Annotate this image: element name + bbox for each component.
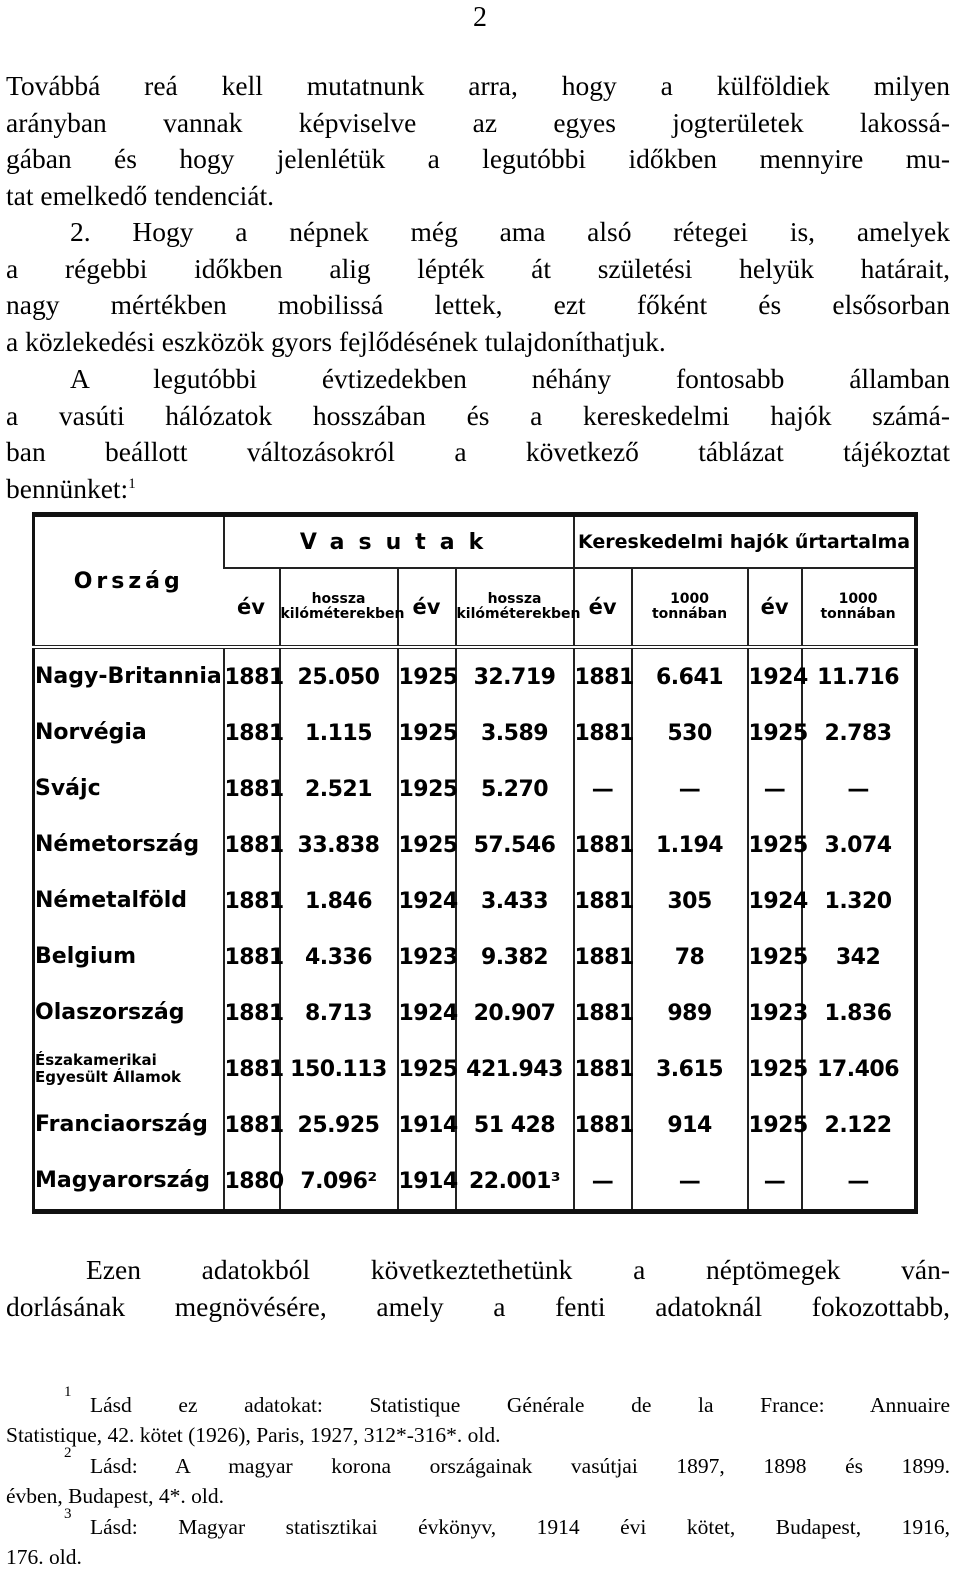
table-row bbox=[34, 647, 916, 705]
header-country: Ország bbox=[34, 515, 224, 648]
country-cell: Nagy-Britannia bbox=[35, 664, 222, 689]
length-cell: 3.433 bbox=[456, 873, 574, 929]
length-cell: 20.907 bbox=[456, 985, 574, 1041]
header-year: év bbox=[398, 568, 456, 647]
tonnage-cell: 3.615 bbox=[632, 1041, 748, 1097]
year-cell: 1914 bbox=[398, 1097, 456, 1153]
year-cell: 1881 bbox=[224, 647, 280, 705]
year-cell: 1881 bbox=[224, 873, 280, 929]
length-cell: 25.050 bbox=[280, 647, 398, 705]
intro-paragraph bbox=[6, 68, 950, 214]
length-cell: 9.382 bbox=[456, 929, 574, 985]
length-cell: 421.943 bbox=[456, 1041, 574, 1097]
country-cell: Belgium bbox=[35, 944, 137, 969]
year-cell: 1924 bbox=[748, 873, 802, 929]
year-cell: 1925 bbox=[398, 761, 456, 817]
footnote bbox=[6, 1445, 950, 1511]
length-cell: 1.115 bbox=[280, 705, 398, 761]
text-line: ban beállott változásokról a következő táblázat tájékoztat bbox=[6, 436, 950, 468]
length-cell: 4.336 bbox=[280, 929, 398, 985]
year-cell: 1881 bbox=[224, 1041, 280, 1097]
year-cell: 1925 bbox=[398, 647, 456, 705]
year-cell: 1924 bbox=[398, 873, 456, 929]
header-year: év bbox=[574, 568, 632, 647]
header-year: év bbox=[748, 568, 802, 647]
header-ships: Kereskedelmi hajók űrtartalma bbox=[574, 515, 916, 569]
length-cell: 3.589 bbox=[456, 705, 574, 761]
table-row bbox=[34, 1041, 916, 1097]
text-line: arányban vannak képviselve az egyes jogterületek lakossá- bbox=[6, 106, 950, 138]
year-cell: 1881 bbox=[224, 985, 280, 1041]
year-cell: — bbox=[574, 761, 632, 817]
year-cell: 1881 bbox=[224, 929, 280, 985]
footnote-line: 2 Lásd: A magyar korona országainak vasútjai 1897, 1898 és 1899. bbox=[64, 1445, 950, 1478]
tonnage-cell: 78 bbox=[632, 929, 748, 985]
statistics-table bbox=[32, 512, 918, 1214]
year-cell: — bbox=[748, 1153, 802, 1212]
year-cell: 1923 bbox=[748, 985, 802, 1041]
table-row bbox=[34, 873, 916, 929]
text-line: gában és hogy jelenlétük a legutóbbi időkben mennyire mu- bbox=[6, 143, 950, 175]
year-cell: — bbox=[748, 761, 802, 817]
length-cell: 25.925 bbox=[280, 1097, 398, 1153]
tonnage-cell: — bbox=[632, 761, 748, 817]
paragraph-3 bbox=[6, 361, 950, 507]
header-railways: Vasutak bbox=[224, 515, 574, 569]
header-length: hossza kilóméterekben bbox=[280, 568, 398, 647]
year-cell: 1925 bbox=[748, 817, 802, 873]
table-row bbox=[34, 929, 916, 985]
text-line: dorlásának megnövésére, amely a fenti adatoknál fokozottabb, bbox=[6, 1290, 950, 1322]
tonnage-cell: 17.406 bbox=[802, 1041, 916, 1097]
length-cell: 5.270 bbox=[456, 761, 574, 817]
country-cell: Svájc bbox=[35, 776, 101, 801]
tonnage-cell: — bbox=[802, 761, 916, 817]
year-cell: 1925 bbox=[748, 1041, 802, 1097]
year-cell: 1924 bbox=[398, 985, 456, 1041]
length-cell: 22.001³ bbox=[456, 1153, 574, 1212]
year-cell: 1925 bbox=[398, 1041, 456, 1097]
statistics-table-image bbox=[32, 512, 914, 1206]
year-cell: 1881 bbox=[574, 705, 632, 761]
table-row bbox=[34, 705, 916, 761]
country-cell: Magyarország bbox=[35, 1168, 210, 1193]
length-cell: 8.713 bbox=[280, 985, 398, 1041]
year-cell: 1881 bbox=[574, 817, 632, 873]
header-tonnage: 1000 tonnában bbox=[802, 568, 916, 647]
year-cell: 1925 bbox=[748, 705, 802, 761]
text-line: Továbbá reá kell mutatnunk arra, hogy a külföldiek milyen bbox=[6, 70, 950, 101]
year-cell: 1881 bbox=[224, 761, 280, 817]
tonnage-cell: 1.836 bbox=[802, 985, 916, 1041]
tonnage-cell: 11.716 bbox=[802, 647, 916, 705]
tonnage-cell: 6.641 bbox=[632, 647, 748, 705]
year-cell: 1925 bbox=[748, 1097, 802, 1153]
country-cell: Németország bbox=[35, 832, 200, 857]
table-row bbox=[34, 817, 916, 873]
footnote-text: Lásd ez adatokat: Statistique Générale de la France: Annuaire bbox=[90, 1393, 950, 1417]
year-cell: 1881 bbox=[574, 985, 632, 1041]
tonnage-cell: 3.074 bbox=[802, 817, 916, 873]
year-cell: 1880 bbox=[224, 1153, 280, 1212]
tonnage-cell: 530 bbox=[632, 705, 748, 761]
footnote bbox=[6, 1384, 950, 1450]
tonnage-cell: — bbox=[802, 1153, 916, 1212]
year-cell: — bbox=[574, 1153, 632, 1212]
length-cell: 51 428 bbox=[456, 1097, 574, 1153]
text-line: tat emelkedő tendenciát. bbox=[6, 179, 275, 211]
length-cell: 7.096² bbox=[280, 1153, 398, 1212]
tonnage-cell: 989 bbox=[632, 985, 748, 1041]
year-cell: 1881 bbox=[224, 817, 280, 873]
length-cell: 57.546 bbox=[456, 817, 574, 873]
table-row bbox=[34, 1097, 916, 1153]
tonnage-cell: 2.783 bbox=[802, 705, 916, 761]
tonnage-cell: — bbox=[632, 1153, 748, 1212]
text-line: a közlekedési eszközök gyors fejlődésének tulajdoníthatjuk. bbox=[6, 325, 666, 357]
country-cell: Norvégia bbox=[35, 720, 147, 745]
tonnage-cell: 305 bbox=[632, 873, 748, 929]
year-cell: 1914 bbox=[398, 1153, 456, 1212]
length-cell: 32.719 bbox=[456, 647, 574, 705]
length-cell: 1.846 bbox=[280, 873, 398, 929]
footnote-line: Statistique, 42. kötet (1926), Paris, 1927, 312*-316*. old. bbox=[6, 1423, 501, 1447]
page-number: 2 bbox=[473, 2, 487, 33]
country-cell: Franciaország bbox=[35, 1112, 208, 1137]
tonnage-cell: 1.320 bbox=[802, 873, 916, 929]
year-cell: 1881 bbox=[574, 647, 632, 705]
length-cell: 33.838 bbox=[280, 817, 398, 873]
paragraph-2 bbox=[6, 214, 950, 360]
country-cell: Németalföld bbox=[35, 888, 188, 913]
footnote-line: 3 Lásd: Magyar statisztikai évkönyv, 1914 évi kötet, Budapest, 1916, bbox=[64, 1506, 950, 1539]
year-cell: 1881 bbox=[574, 1041, 632, 1097]
table-row bbox=[34, 1153, 916, 1212]
after-table-paragraph bbox=[6, 1252, 950, 1325]
year-cell: 1925 bbox=[748, 929, 802, 985]
year-cell: 1881 bbox=[224, 1097, 280, 1153]
year-cell: 1925 bbox=[398, 817, 456, 873]
table-row bbox=[34, 985, 916, 1041]
footnote-text: Lásd: A magyar korona országainak vasútjai 1897, 1898 és 1899. bbox=[90, 1454, 950, 1478]
text-line-content: bennünket: bbox=[6, 472, 129, 504]
year-cell: 1924 bbox=[748, 647, 802, 705]
length-cell: 150.113 bbox=[280, 1041, 398, 1097]
country-cell: Északamerikai Egyesült Államok bbox=[35, 1051, 182, 1086]
length-cell: 2.521 bbox=[280, 761, 398, 817]
year-cell: 1923 bbox=[398, 929, 456, 985]
tonnage-cell: 914 bbox=[632, 1097, 748, 1153]
footnote bbox=[6, 1506, 950, 1572]
text-line: a régebbi időkben alig lépték át születési helyük határait, bbox=[6, 252, 950, 284]
header-tonnage: 1000 tonnában bbox=[632, 568, 748, 647]
country-cell: Olaszország bbox=[35, 1000, 185, 1025]
footnote-line: évben, Budapest, 4*. old. bbox=[6, 1484, 224, 1508]
tonnage-cell: 2.122 bbox=[802, 1097, 916, 1153]
text-line: 2. Hogy a népnek még ama alsó rétegei is, amelyek bbox=[70, 216, 950, 247]
text-line: a vasúti hálózatok hosszában és a kereskedelmi hajók számá- bbox=[6, 399, 950, 431]
text-line: nagy mértékben mobilissá lettek, ezt főként és elsősorban bbox=[6, 289, 950, 321]
text-line: Ezen adatokból következtethetünk a néptömegek ván- bbox=[86, 1254, 950, 1285]
footnote-line: 176. old. bbox=[6, 1545, 82, 1569]
year-cell: 1925 bbox=[398, 705, 456, 761]
table-row bbox=[34, 761, 916, 817]
year-cell: 1881 bbox=[574, 873, 632, 929]
header-year: év bbox=[224, 568, 280, 647]
footnote-marker: 1 bbox=[128, 475, 136, 492]
year-cell: 1881 bbox=[574, 1097, 632, 1153]
text-line bbox=[6, 471, 950, 508]
year-cell: 1881 bbox=[574, 929, 632, 985]
footnote-text: Lásd: Magyar statisztikai évkönyv, 1914 évi kötet, Budapest, 1916, bbox=[90, 1515, 950, 1539]
tonnage-cell: 1.194 bbox=[632, 817, 748, 873]
header-length: hossza kilóméterekben bbox=[456, 568, 574, 647]
footnote-line: 1 Lásd ez adatokat: Statistique Générale de la France: Annuaire bbox=[64, 1384, 950, 1417]
year-cell: 1881 bbox=[224, 705, 280, 761]
text-line: A legutóbbi évtizedekben néhány fontosabb államban bbox=[70, 363, 950, 394]
tonnage-cell: 342 bbox=[802, 929, 916, 985]
